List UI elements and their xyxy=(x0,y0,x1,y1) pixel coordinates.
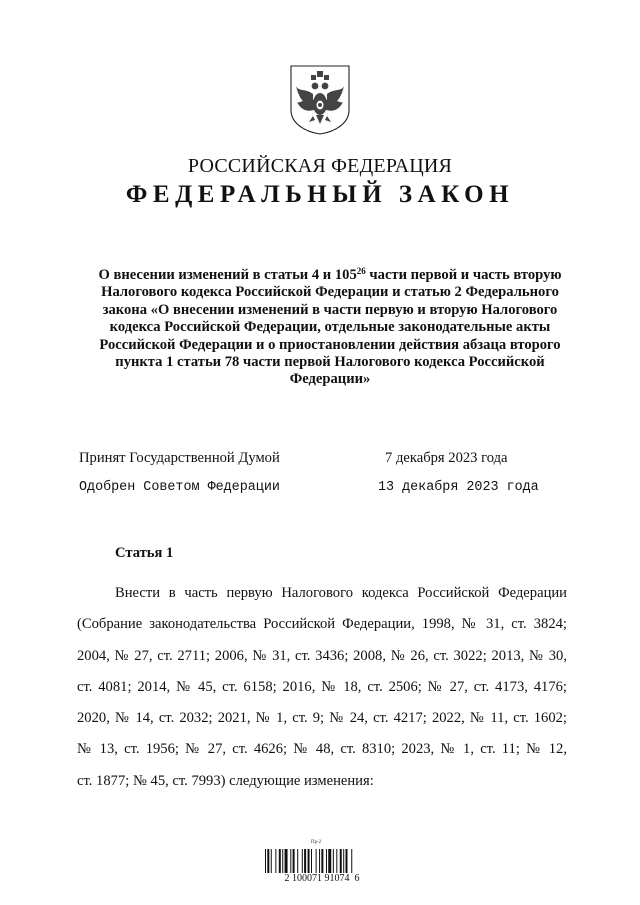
article-heading: Статья 1 xyxy=(115,545,174,561)
barcode-bar xyxy=(302,849,303,873)
article-line: 2020, № 14, ст. 2032; 2021, № 1, ст. 9; № 24, ст. 4217; 2022, № 11, ст. 1602; xyxy=(77,710,567,727)
article-body xyxy=(77,578,567,797)
barcode-bar xyxy=(293,849,295,873)
barcode-bar xyxy=(328,849,331,873)
barcode-bar xyxy=(340,849,342,873)
barcode-bar xyxy=(321,849,323,873)
barcode-block xyxy=(262,840,382,885)
barcode-bar xyxy=(336,849,337,873)
article-line: ст. 1877; № 45, ст. 7993) следующие изменения: xyxy=(77,772,374,789)
barcode-bar xyxy=(285,849,288,873)
coat-of-arms-emblem xyxy=(289,64,351,136)
barcode-bar xyxy=(308,849,310,873)
barcode-bar xyxy=(319,849,320,873)
barcode xyxy=(265,849,375,873)
article-line: Внести в часть первую Налогового кодекса Российской Федерации xyxy=(115,585,567,601)
approved-by-council-date: 13 декабря 2023 года xyxy=(378,480,539,495)
barcode-bar xyxy=(279,849,281,873)
barcode-bar xyxy=(297,849,298,873)
article-line: (Собрание законодательства Российской Федерации, 1998, № 31, ст. 3824; xyxy=(77,616,567,633)
barcode-bar xyxy=(316,849,317,873)
barcode-bar xyxy=(290,849,291,873)
barcode-bar xyxy=(343,849,344,873)
barcode-bar xyxy=(282,849,283,873)
law-title-part1: О внесении изменений в статьи 4 и 105 xyxy=(98,267,357,283)
barcode-bar xyxy=(311,849,312,873)
approved-by-council-label: Одобрен Советом Федерации xyxy=(79,480,280,495)
barcode-bar xyxy=(275,849,276,873)
article-line: 2004, № 27, ст. 2711; 2006, № 31, ст. 3436; 2008, № 26, ст. 3022; 2013, № 30, xyxy=(77,647,567,664)
barcode-bar xyxy=(346,849,348,873)
law-title-part2: части первой и часть вторую Налогового кодекса Российской Федерации и статью 2 Федерального закона «О внесении изменений в части первую и вторую Налогового кодекса Российской Федерации, отдельные законодательные акты Российской Федерации и о приостановлении действия абзаца второго пункта 1 статьи 78 части первой Налогового кодекса Российской Федерации» xyxy=(99,267,562,388)
country-name: РОССИЙСКАЯ ФЕДЕРАЦИЯ xyxy=(187,155,453,177)
article-line: № 13, ст. 1956; № 27, ст. 4626; № 48, ст. 8310; 2023, № 1, ст. 11; № 12, xyxy=(77,741,567,758)
adopted-by-duma-date: 7 декабря 2023 года xyxy=(385,450,508,466)
barcode-bar xyxy=(271,849,272,873)
barcode-bar xyxy=(304,849,306,873)
registry-stamp: Пр-2 xyxy=(311,840,322,845)
adopted-by-duma-label: Принят Государственной Думой xyxy=(79,450,280,466)
barcode-bar xyxy=(351,849,352,873)
barcode-number: 2 100071 91074 6 xyxy=(284,873,360,884)
document-type: ФЕДЕРАЛЬНЫЙ ЗАКОН xyxy=(125,181,515,208)
law-title xyxy=(80,267,580,389)
barcode-bar xyxy=(333,849,334,873)
barcode-bar xyxy=(265,849,266,873)
barcode-bar xyxy=(267,849,269,873)
barcode-bar xyxy=(326,849,327,873)
law-title-superscript: 26 xyxy=(356,266,366,276)
article-line: ст. 4081; 2014, № 45, ст. 6158; 2016, № 18, ст. 2506; № 27, ст. 4173, 4176; xyxy=(77,678,567,695)
